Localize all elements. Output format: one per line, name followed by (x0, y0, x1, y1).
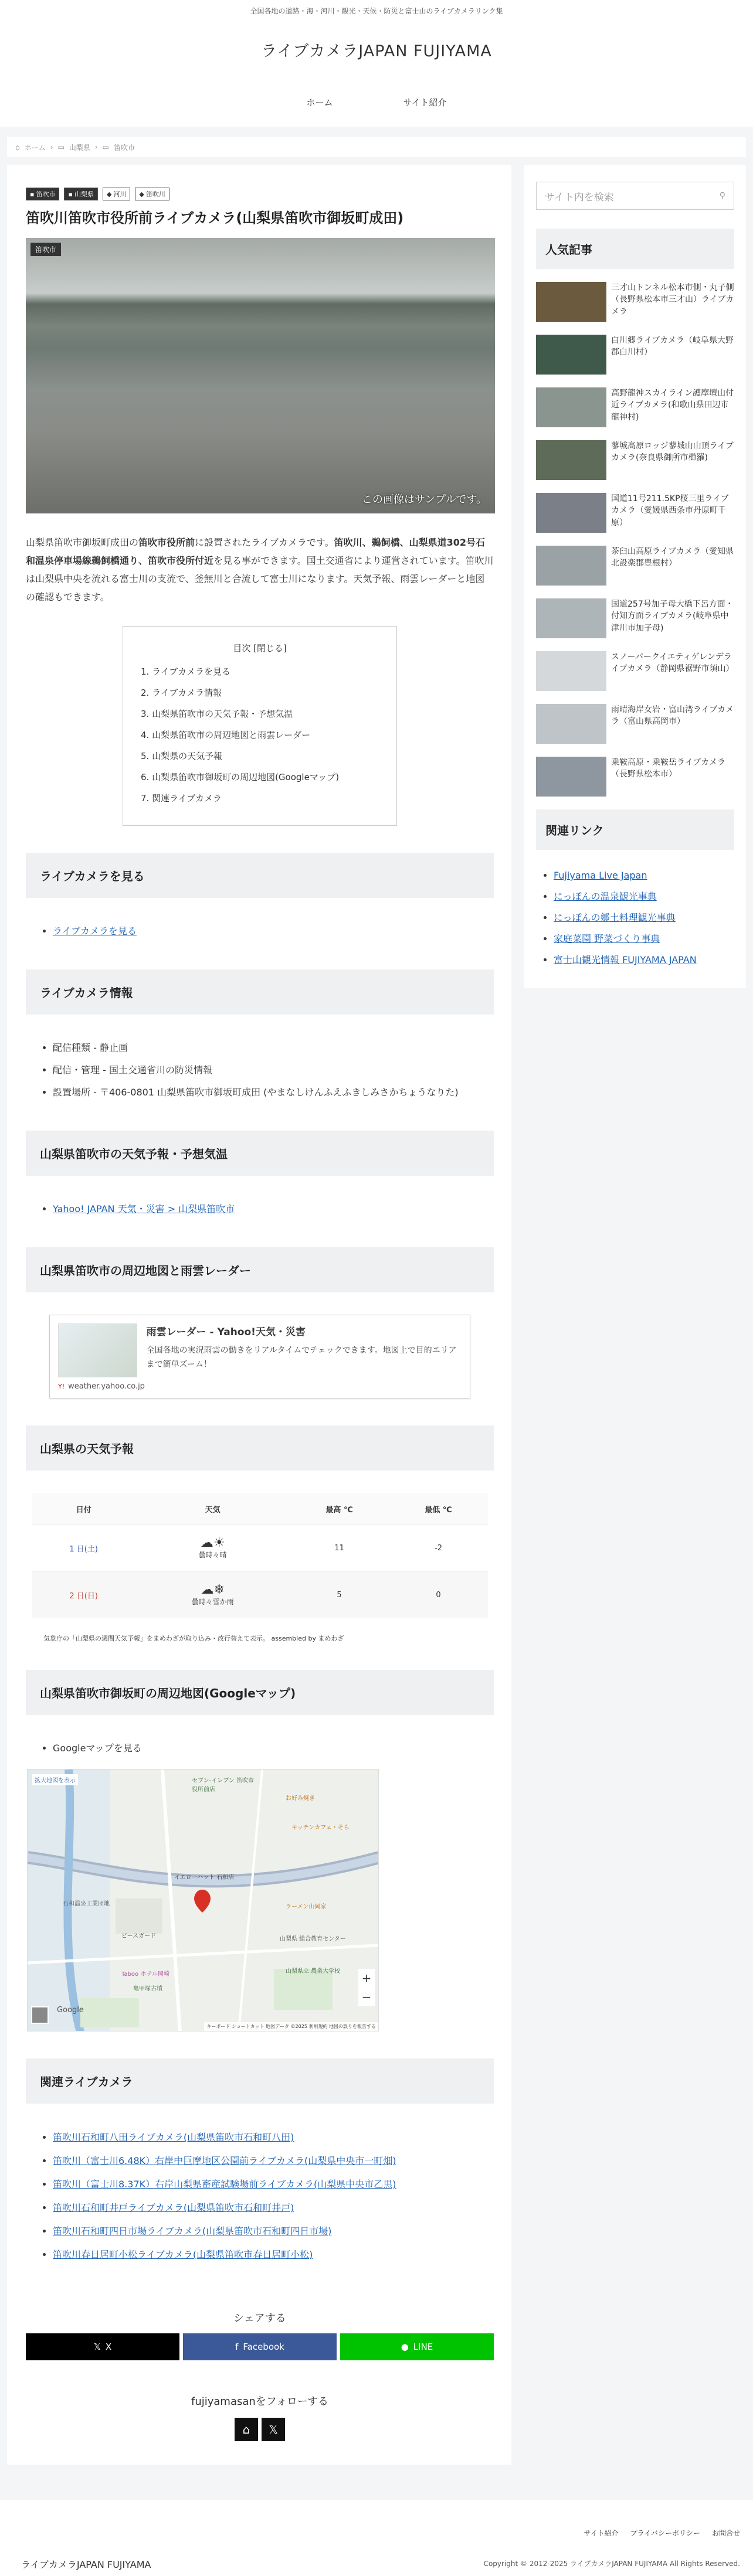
weather-header: 日付 (32, 1493, 135, 1524)
popular-thumbnail (536, 651, 606, 691)
popular-title: 三才山トンネル松本市側・丸子側（長野県松本市三才山）ライブカメラ (611, 283, 734, 317)
map-label: 山梨県 総合教育センター (280, 1936, 346, 1943)
external-link[interactable]: 富士山観光情報 FUJIYAMA JAPAN (554, 954, 697, 965)
table-of-contents (123, 626, 397, 826)
breadcrumb-city[interactable]: 笛吹市 (113, 143, 135, 152)
map-label: ピースガード (121, 1933, 157, 1940)
toc-item[interactable]: 5. 山梨県の天気予報 (141, 751, 223, 762)
main-content (7, 165, 511, 2465)
info-item: • 設置場所 - 〒406-0801 山梨県笛吹市御坂町成田 (やまなしけんふえふきしみさかちょうなりた) (53, 1081, 494, 1104)
share-title: シェアする (233, 2312, 286, 2325)
sidebar (524, 165, 746, 2465)
breadcrumb-home[interactable]: ホーム (24, 143, 46, 152)
weather-date: 2 日(日) (32, 1571, 135, 1618)
section-heading-map: 山梨県笛吹市御坂町の周辺地図(Googleマップ) (26, 1670, 494, 1715)
popular-thumbnail (536, 493, 606, 533)
lead-bold: 笛吹川、鵜飼橋、山梨県道302号石和温泉停車場線鵜飼橋通り、笛吹市役所付近 (26, 536, 486, 566)
popular-title: 蓼城高原ロッジ蓼城山山頂ライブカメラ(奈良県御所市櫛羅) (611, 441, 734, 463)
list-item[interactable] (536, 651, 734, 691)
info-item: • 配信種類 - 静止画 (53, 1037, 494, 1059)
popular-thumbnail (536, 757, 606, 797)
list-item[interactable] (536, 440, 734, 480)
weather-text: 曇時々雪か雨 (191, 1598, 234, 1607)
table-row (32, 1571, 488, 1618)
map-label: Taboo ホテル岡崎 (121, 1971, 169, 1978)
follow-x-button[interactable] (262, 2418, 285, 2441)
popular-thumbnail (536, 335, 606, 375)
popular-list (536, 282, 734, 797)
popular-title: 国道257号加子母大橋下呂方面・付知方面ライブカメラ(岐阜県中津川市加子母) (611, 600, 734, 633)
popular-title: 雨晴海岸女岩・富山湾ライブカメラ（富山県高岡市） (611, 705, 734, 727)
map-layer-thumbnail[interactable] (31, 2006, 49, 2024)
card-title: 雨雲レーダー - Yahoo!天気・災害 (146, 1326, 306, 1339)
category-tag[interactable] (64, 188, 97, 200)
folder-icon: ▭ (102, 143, 109, 151)
share-line-button[interactable] (340, 2333, 494, 2360)
share-facebook-button[interactable] (183, 2333, 337, 2360)
zoom-in-icon[interactable]: + (361, 1971, 372, 1986)
popular-title: スノーパークイエティゲレンデライブカメラ（静岡県裾野市須山） (611, 652, 734, 674)
info-item: • 配信・管理 - 国土交通省川の防災情報 (53, 1059, 494, 1081)
weather-high: 5 (290, 1571, 389, 1618)
tag-label: 笛吹川 (145, 190, 165, 198)
folder-icon: ▪ (68, 190, 73, 198)
follow-title: fujiyamasanをフォローする (191, 2395, 328, 2408)
popular-thumbnail (536, 282, 606, 322)
facebook-icon: f (235, 2342, 239, 2353)
toc-title[interactable]: 目次 [閉じる] (233, 643, 287, 654)
share-label: LINE (413, 2342, 433, 2353)
share-label: Facebook (243, 2342, 284, 2353)
popular-thumbnail (536, 387, 606, 427)
footer-link[interactable]: お問合せ (711, 2529, 740, 2538)
popular-heading: 人気記事 (536, 229, 734, 269)
folder-icon: ▪ (30, 190, 35, 198)
yahoo-weather-link[interactable]: Yahoo! JAPAN 天気・災害 > 山梨県笛吹市 (53, 1203, 235, 1215)
popular-title: 乗鞍高原・乗鞍岳ライブカメラ（長野県松本市） (611, 758, 726, 780)
map-link-text: • Googleマップを見る (53, 1737, 494, 1760)
map-label: 石和温泉工業団地 (63, 1901, 110, 1908)
map-label: お好み焼き (286, 1795, 315, 1802)
copyright: Copyright © 2012-2025 ライブカメラJAPAN FUJIYAMA All Rights Reserved. (483, 2560, 740, 2568)
follow-home-button[interactable] (235, 2418, 258, 2441)
map-label: ラーメン山岡家 (286, 1904, 327, 1911)
map-label: セブン-イレブン 笛吹市役所前店 (192, 1778, 254, 1794)
map-label: 山梨県立 農業大学校 (286, 1968, 341, 1975)
map-enlarge-link[interactable]: 拡大地図を表示 (32, 1774, 78, 1785)
external-link[interactable]: にっぽんの郷土料理観光事典 (554, 912, 676, 923)
share-label: X (105, 2342, 112, 2353)
external-link[interactable]: Fujiyama Live Japan (554, 870, 647, 881)
list-item[interactable] (536, 546, 734, 586)
eyecatch-note: この画像はサンプルです。 (362, 493, 487, 506)
cloud-snow-icon: ☁❄ (201, 1583, 225, 1598)
tag-list (26, 188, 494, 200)
google-logo: Google (57, 2006, 84, 2015)
card-thumbnail (58, 1323, 137, 1377)
zoom-out-icon[interactable]: − (361, 1990, 372, 2005)
list-item[interactable] (536, 704, 734, 744)
card-description: 全国各地の実況雨雲の動きをリアルタイムでチェックできます。地図上で目的エリアまで簡単ズーム！ (146, 1346, 457, 1370)
x-icon: 𝕏 (268, 2422, 279, 2437)
list-item[interactable] (536, 598, 734, 638)
weather-table (32, 1493, 488, 1643)
line-icon: ● (401, 2342, 409, 2353)
lead-bold: 笛吹市役所前 (138, 536, 195, 548)
weather-text: 曇時々晴 (198, 1550, 227, 1559)
cloud-sun-icon: ☁☀ (200, 1535, 225, 1550)
home-icon: ⌂ (15, 143, 20, 151)
list-item[interactable] (536, 282, 734, 322)
weather-credit: 気象庁の「山梨県の週間天気予報」をまめわざが取り込み・改行替えて表示。 assembled by まめわざ (43, 1635, 344, 1643)
weather-low: 0 (389, 1571, 488, 1618)
related-camera-link[interactable]: 笛吹川春日居町小松ライブカメラ(山梨県笛吹市春日居町小松) (53, 2249, 313, 2261)
list-item[interactable] (536, 335, 734, 375)
popular-thumbnail (536, 546, 606, 586)
section-heading-pref-weather: 山梨県の天気予報 (26, 1425, 494, 1471)
blog-card[interactable] (49, 1315, 470, 1398)
tag-label: 河川 (113, 190, 127, 198)
popular-title: 茶臼山高原ライブカメラ（愛知県北設楽郡豊根村） (611, 547, 734, 569)
tag-label: 笛吹市 (36, 190, 56, 198)
list-item[interactable] (536, 387, 734, 427)
site-footer (0, 2500, 753, 2576)
site-tagline: 全国各地の道路・海・河川・観光・天候・防災と富士山のライブカメラリンク集 (0, 0, 753, 21)
google-map[interactable] (27, 1769, 379, 2031)
section-heading-radar: 山梨県笛吹市の周辺地図と雨雲レーダー (26, 1247, 494, 1292)
live-camera-link[interactable]: ライブカメラを見る (53, 925, 137, 937)
related-camera-link[interactable]: 笛吹川（富士川6.48K）右岸中巨摩地区公園前ライブカメラ(山梨県中央市一町畑) (53, 2155, 396, 2167)
weather-header: 最低 ℃ (389, 1493, 488, 1524)
list-item[interactable] (536, 757, 734, 797)
section-heading-view: ライブカメラを見る (26, 853, 494, 898)
eyecatch-image (26, 238, 495, 513)
card-domain: weather.yahoo.co.jp (68, 1382, 145, 1391)
map-label: 亀甲塚古墳 (133, 1986, 162, 1993)
weather-header: 天気 (135, 1493, 290, 1524)
folder-icon: ▭ (57, 143, 65, 151)
toc-item[interactable]: 4. 山梨県笛吹市の周辺地図と雨雲レーダー (141, 730, 311, 741)
nav-about[interactable]: サイト紹介 (403, 97, 447, 108)
popular-title: 国道11号211.5KP桜三里ライブカメラ（愛媛県西条市丹原町千原） (611, 494, 729, 528)
popular-thumbnail (536, 440, 606, 480)
tag-label: 山梨県 (74, 190, 94, 198)
section-heading-forecast: 山梨県笛吹市の天気予報・予想気温 (26, 1131, 494, 1176)
toc-item[interactable]: 7. 関連ライブカメラ (141, 793, 222, 804)
lead-text: に設置されたライブカメラです。 (195, 536, 334, 548)
home-icon: ⌂ (242, 2422, 250, 2437)
keyword-tag[interactable] (135, 188, 169, 200)
follow-buttons (26, 2418, 494, 2441)
footer-link[interactable]: サイト紹介 (584, 2529, 619, 2538)
popular-thumbnail (536, 704, 606, 744)
yahoo-favicon-icon: Y! (58, 1383, 65, 1391)
lead-paragraph (26, 533, 494, 607)
lead-text: 山梨県笛吹市御坂町成田の (26, 536, 139, 548)
weather-date: 1 日(土) (32, 1524, 135, 1571)
chevron-right-icon: › (94, 143, 98, 151)
related-camera-link[interactable]: 笛吹川石和町四日市場ライブカメラ(山梨県笛吹市石和町四日市場) (53, 2225, 332, 2237)
popular-title: 高野龍神スカイライン護摩壇山付近ライブカメラ(和歌山県田辺市龍神村) (611, 389, 734, 422)
nav-home[interactable]: ホーム (306, 97, 333, 108)
tag-icon: ◆ (106, 190, 112, 198)
map-label: キッチンカフェ・そら (291, 1825, 350, 1832)
site-title[interactable]: ライブカメラJAPAN FUJIYAMA (0, 21, 753, 77)
breadcrumb (7, 137, 746, 157)
external-link[interactable]: にっぽんの温泉観光事典 (554, 891, 657, 902)
weather-cell (135, 1524, 290, 1571)
popular-thumbnail (536, 598, 606, 638)
list-item[interactable] (536, 493, 734, 533)
table-row (32, 1524, 488, 1571)
article-title: 笛吹川笛吹市役所前ライブカメラ(山梨県笛吹市御坂町成田) (26, 210, 404, 226)
share-buttons (26, 2333, 494, 2360)
weather-header: 最高 ℃ (290, 1493, 389, 1524)
share-x-button[interactable] (26, 2333, 179, 2360)
popular-title: 白川郷ライブカメラ（岐阜県大野郡白川村） (611, 336, 734, 358)
footer-link[interactable]: プライバシーポリシー (630, 2529, 700, 2538)
toc-item[interactable]: 3. 山梨県笛吹市の天気予報・予想気温 (141, 709, 293, 720)
related-camera-link[interactable]: 笛吹川石和町八田ライブカメラ(山梨県笛吹市石和町八田) (53, 2132, 294, 2143)
keyword-tag[interactable] (103, 188, 130, 200)
external-link[interactable]: 家庭菜園 野菜づくり事典 (554, 933, 660, 944)
lead-text: を見る事ができます。国土交通省により運営されています。笛吹川は山梨県中央を流れる富士川の支流で、釜無川と合流して富士川になります。天気予報、雨雲レーダーと地図の確認もできます。 (26, 554, 494, 603)
related-camera-link[interactable]: 笛吹川石和町井戸ライブカメラ(山梨県笛吹市石和町井戸) (53, 2202, 294, 2214)
map-footer: キーボード ショートカット 地図データ ©2025 利用規約 地図の誤りを報告する (204, 2022, 378, 2031)
breadcrumb-pref[interactable]: 山梨県 (69, 143, 90, 152)
category-tag[interactable] (26, 188, 59, 200)
toc-item[interactable]: 1. ライブカメラを見る (141, 666, 231, 678)
weather-low: -2 (389, 1524, 488, 1571)
map-zoom-control[interactable] (358, 1969, 375, 2006)
search-icon[interactable]: ⚲ (719, 191, 725, 200)
section-heading-related: 関連ライブカメラ (26, 2058, 494, 2104)
toc-item[interactable]: 6. 山梨県笛吹市御坂町の周辺地図(Googleマップ) (141, 772, 340, 783)
section-heading-info: ライブカメラ情報 (26, 969, 494, 1015)
search-placeholder: サイト内を検索 (545, 191, 614, 203)
global-nav (0, 77, 753, 127)
weather-high: 11 (290, 1524, 389, 1571)
links-heading: 関連リンク (536, 809, 734, 850)
chevron-right-icon: › (50, 143, 53, 151)
map-label: イエローハット 石和店 (174, 1874, 235, 1881)
search-input[interactable] (536, 182, 734, 210)
eyecatch-label: 笛吹市 (30, 243, 61, 256)
toc-item[interactable]: 2. ライブカメラ情報 (141, 688, 222, 699)
x-icon: 𝕏 (93, 2342, 101, 2353)
related-camera-link[interactable]: 笛吹川（富士川8.37K）右岸山梨県畜産試験場前ライブカメラ(山梨県中央市乙黒) (53, 2179, 396, 2190)
footer-site-name[interactable]: ライブカメラJAPAN FUJIYAMA (21, 2559, 151, 2571)
weather-cell (135, 1571, 290, 1618)
tag-icon: ◆ (139, 190, 144, 198)
